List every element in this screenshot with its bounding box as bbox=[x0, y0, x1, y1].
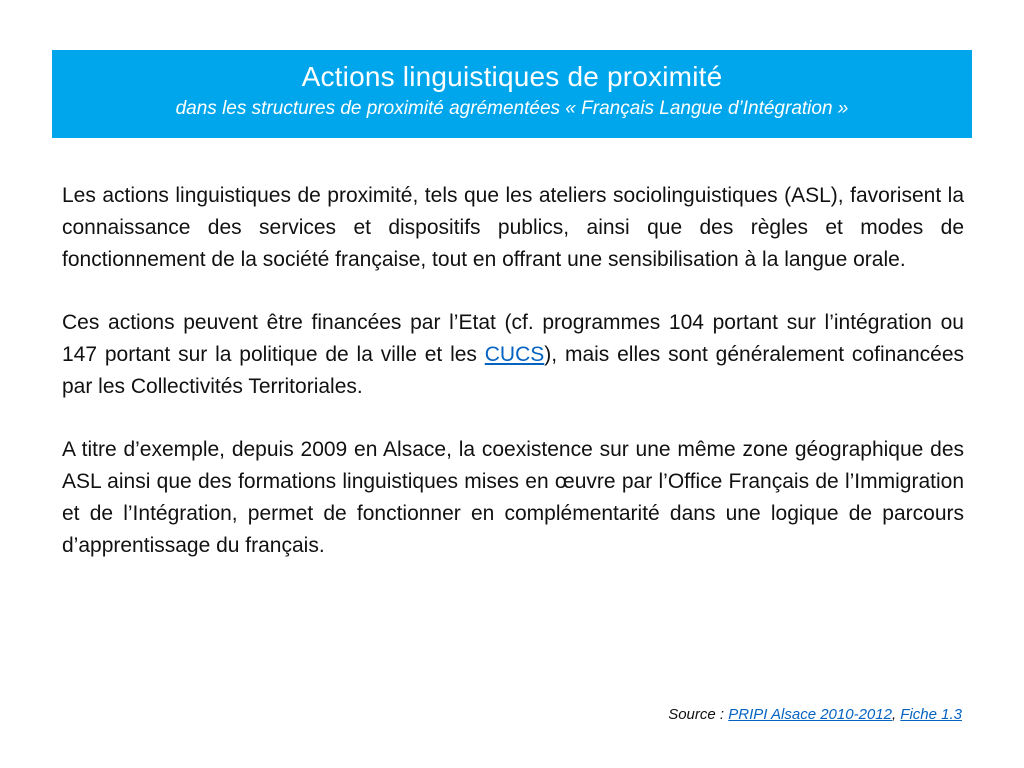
pripi-alsace-link[interactable]: PRIPI Alsace 2010-2012 bbox=[728, 706, 892, 723]
cucs-link[interactable]: CUCS bbox=[484, 343, 545, 366]
fiche-link[interactable]: Fiche 1.3 bbox=[900, 706, 962, 723]
source-label: Source : bbox=[668, 706, 729, 723]
paragraph-example-alsace: A titre d’exemple, depuis 2009 en Alsace, la coexistence sur une même zone géographique des ASL ainsi que des formations linguistiques mises en œuvre par l’Office Français de l’Immigration et de l’Intégration, permet de fonctionner en complémentarité dans une logique de parcours d’apprentissage du français. bbox=[62, 438, 964, 557]
paragraph-funding bbox=[62, 307, 964, 403]
source-separator: , bbox=[891, 706, 901, 723]
slide-body bbox=[62, 180, 964, 562]
paragraph-funding-text-start: Ces actions peuvent être financées par l’Etat (cf. programmes 104 portant sur l’intégration ou 147 portant sur la politique de la ville et les bbox=[62, 311, 964, 366]
paragraph-funding-text-end: ), mais elles sont généralement cofinancées par les Collectivités Territoriales. bbox=[62, 343, 965, 398]
slide-subtitle: dans les structures de proximité agrémentées « Français Langue d’Intégration » bbox=[175, 98, 849, 119]
slide-title: Actions linguistiques de proximité bbox=[301, 61, 723, 92]
source-note bbox=[668, 704, 962, 726]
paragraph-asl-description: Les actions linguistiques de proximité, tels que les ateliers sociolinguistiques (ASL), favorisent la connaissance des services et dispositifs publics, ainsi que des règles et modes de fonctionnement de la société française, tout en offrant une sensibilisation à la langue orale. bbox=[62, 184, 964, 271]
title-banner bbox=[52, 50, 972, 138]
